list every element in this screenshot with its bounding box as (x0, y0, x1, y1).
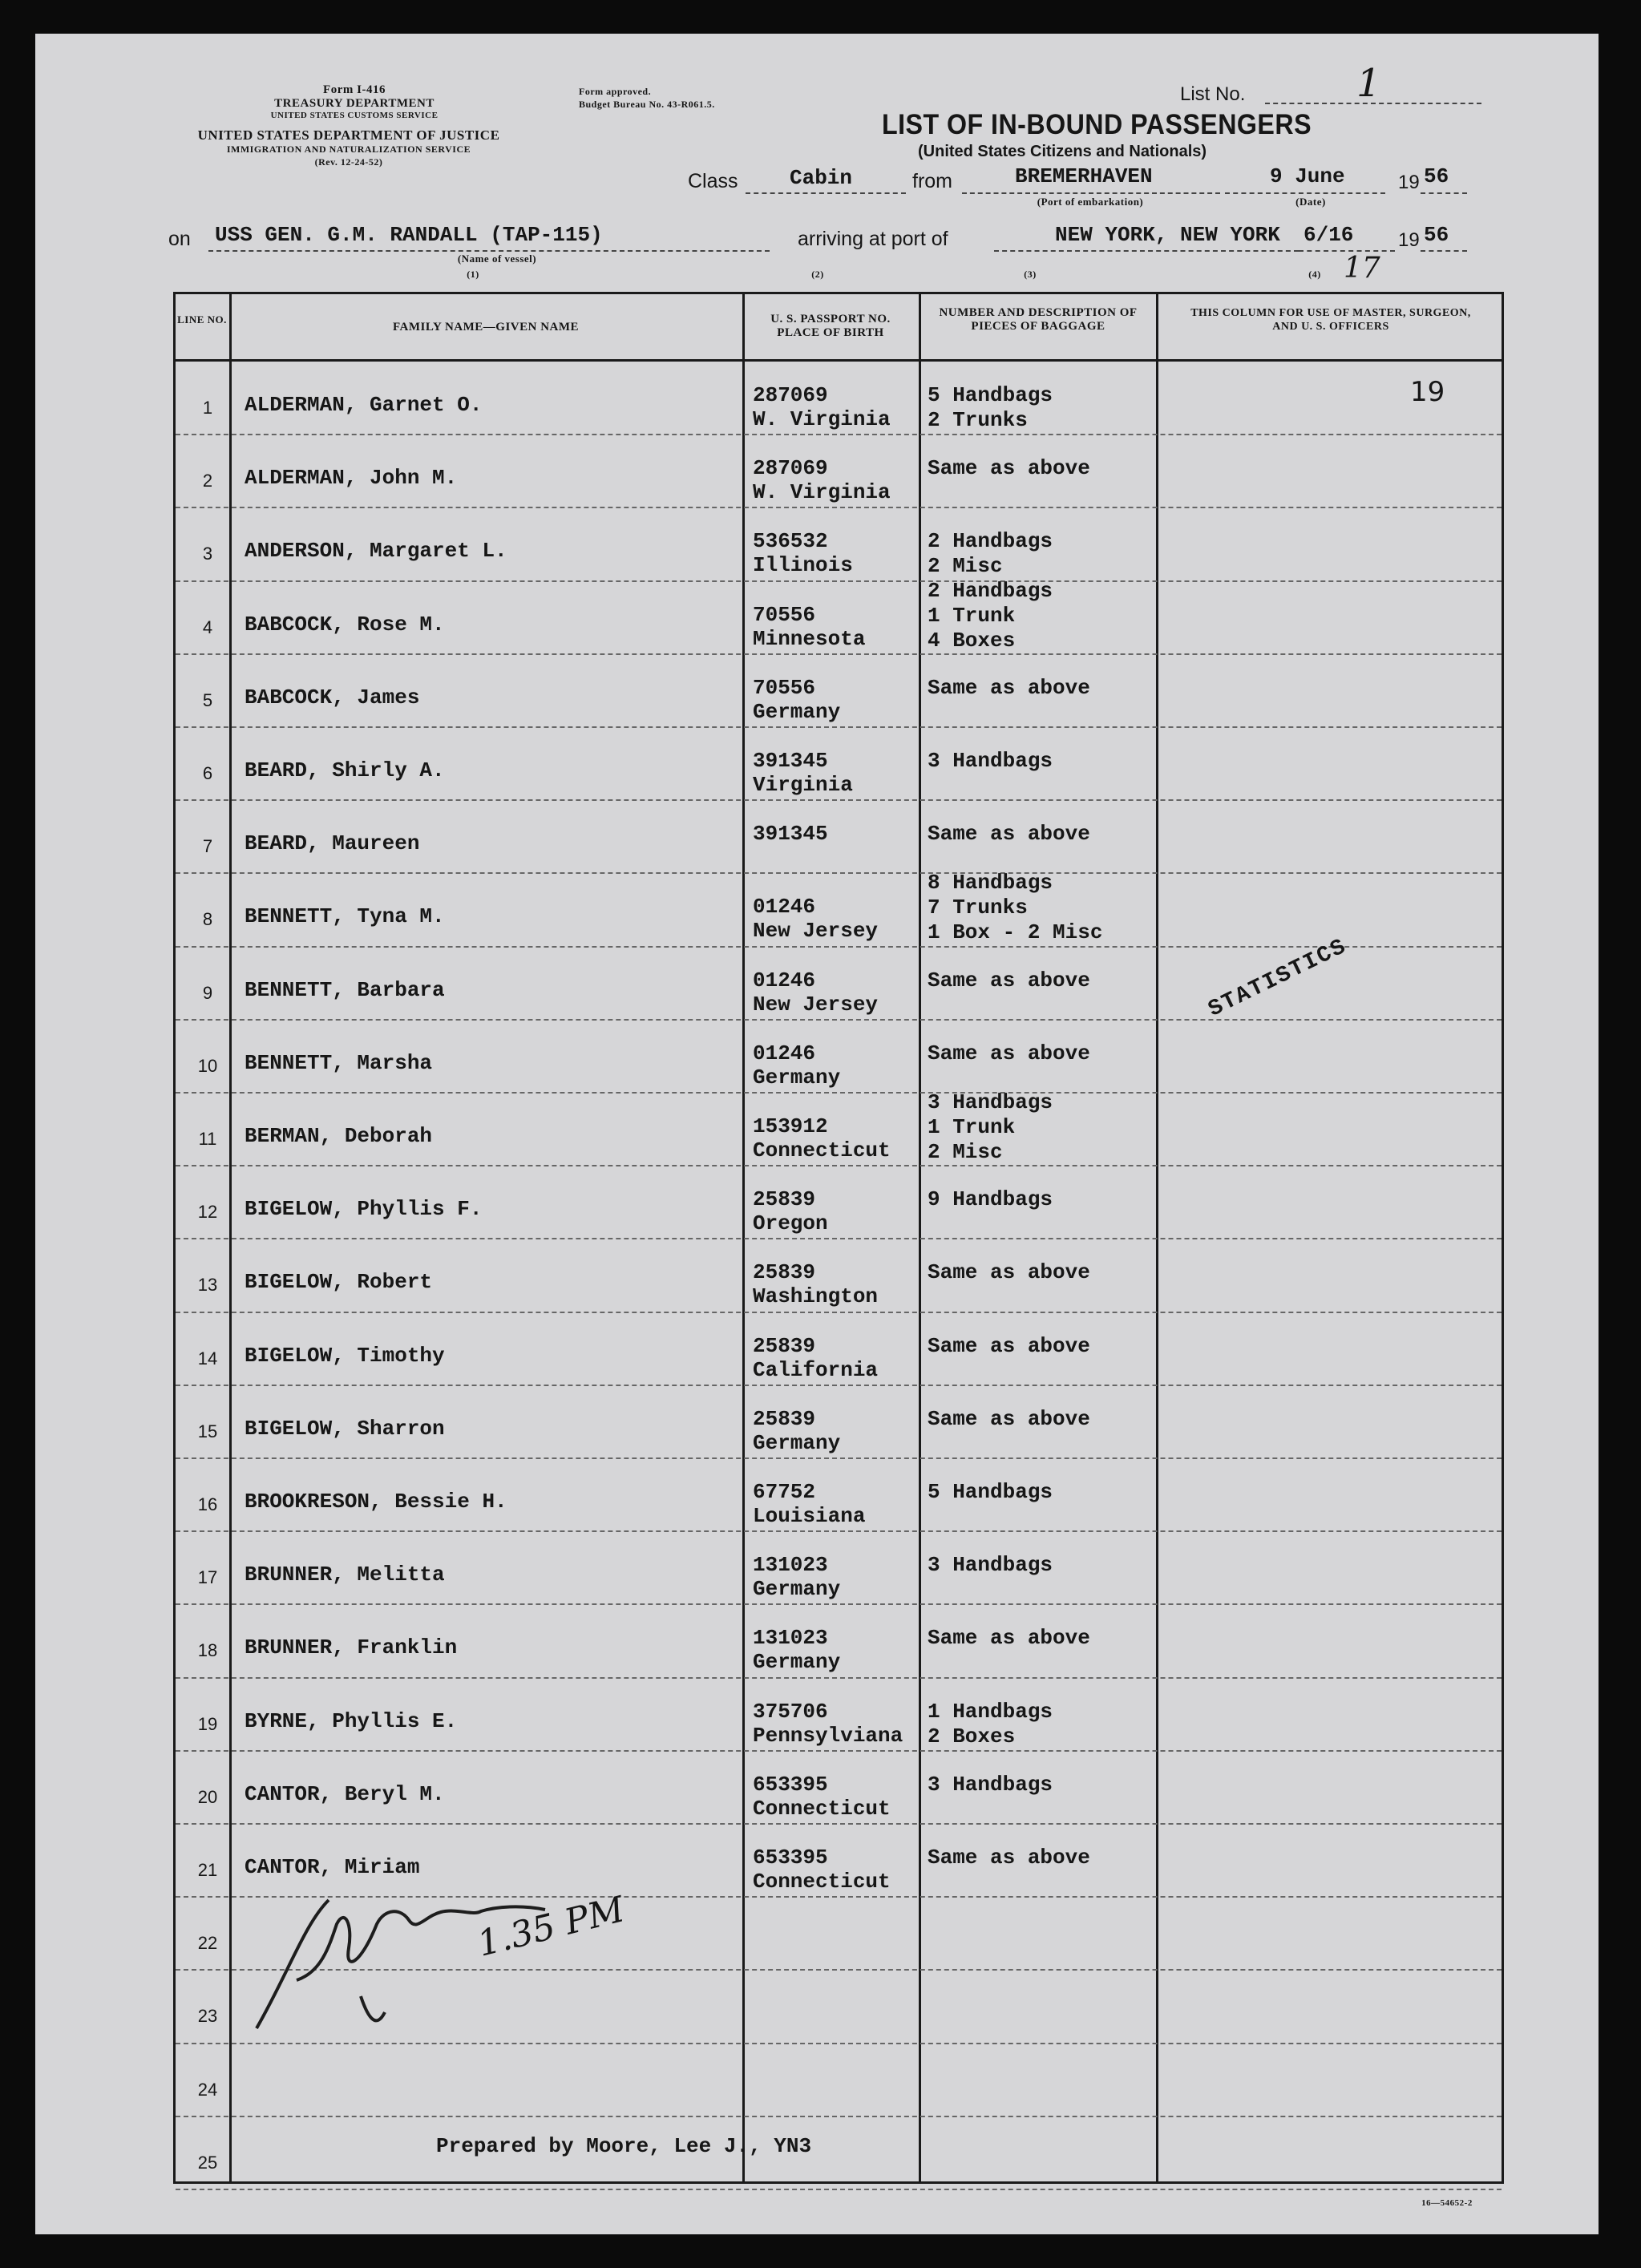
year-line (1421, 192, 1467, 194)
baggage-description: Same as above (928, 1406, 1090, 1431)
table-row (176, 1166, 1502, 1239)
passport-number: 153912 (753, 1114, 828, 1138)
place-of-birth: Germany (753, 699, 841, 724)
column-number-3: (3) (1024, 269, 1037, 280)
passenger-name: BENNETT, Barbara (245, 977, 445, 1002)
line-number: 1 (202, 398, 213, 418)
page-subtitle: (United States Citizens and Nationals) (918, 143, 1207, 160)
column-number-2: (2) (811, 269, 824, 280)
passenger-name: BEARD, Maureen (245, 831, 420, 856)
passenger-name: ALDERMAN, Garnet O. (245, 393, 483, 417)
line-number: 22 (197, 1933, 218, 1954)
passenger-name: BENNETT, Tyna M. (245, 904, 445, 929)
passport-number: 391345 (753, 749, 828, 773)
header-rule (173, 359, 1504, 362)
line-number: 20 (197, 1786, 218, 1807)
immigration-service: IMMIGRATION AND NATURALIZATION SERVICE (226, 144, 471, 155)
place-of-birth: Connecticut (753, 1870, 891, 1894)
year-prefix: 19 (1398, 172, 1420, 193)
table-row (176, 1752, 1502, 1825)
arrival-year-prefix: 19 (1398, 229, 1420, 251)
passport-number: 131023 (753, 1626, 828, 1651)
header-passport: U. S. PASSPORT NO. PLACE OF BIRTH (770, 313, 891, 339)
line-number: 9 (202, 982, 213, 1003)
passport-number: 536532 (753, 529, 828, 554)
place-of-birth: Germany (753, 1430, 841, 1455)
line-number: 4 (202, 617, 213, 637)
baggage-description: 3 Handbags (928, 1553, 1053, 1578)
passport-number: 25839 (753, 1333, 816, 1358)
row-divider (176, 2189, 1502, 2190)
passport-number: 67752 (753, 1480, 816, 1504)
place-of-birth: Oregon (753, 1211, 828, 1236)
table-row (176, 2117, 1502, 2190)
passenger-name: CANTOR, Beryl M. (245, 1781, 445, 1806)
line-number: 21 (197, 1860, 218, 1880)
prepared-by: Prepared by Moore, Lee J., YN3 (436, 2134, 812, 2158)
statistics-stamp: STATISTICS (1204, 934, 1352, 1023)
arrival-year-line (1421, 250, 1467, 252)
baggage-description: 1 Handbags 2 Boxes (928, 1699, 1053, 1749)
table-row (176, 1679, 1502, 1752)
department-of-justice: UNITED STATES DEPARTMENT OF JUSTICE (197, 127, 500, 143)
passenger-name: BIGELOW, Timothy (245, 1343, 445, 1368)
baggage-description: Same as above (928, 1626, 1090, 1651)
passport-number: 70556 (753, 602, 816, 627)
line-number: 13 (197, 1275, 218, 1296)
table-row (176, 1605, 1502, 1678)
place-of-birth: W. Virginia (753, 480, 891, 505)
passenger-name: BROOKRESON, Bessie H. (245, 1490, 507, 1514)
baggage-description: Same as above (928, 968, 1090, 993)
line-number: 16 (197, 1494, 218, 1514)
baggage-description: 5 Handbags (928, 1480, 1053, 1504)
port-line (962, 192, 1220, 194)
list-no-label: List No. (1180, 83, 1246, 105)
line-number: 15 (197, 1421, 218, 1441)
line-number: 8 (202, 909, 213, 930)
date-line (1225, 192, 1385, 194)
passenger-name: BRUNNER, Melitta (245, 1563, 445, 1587)
line-number: 17 (197, 1567, 218, 1588)
baggage-description: 3 Handbags (928, 1772, 1053, 1797)
arrival-date: 6/16 (1304, 223, 1354, 247)
baggage-description: Same as above (928, 822, 1090, 847)
passenger-name: BABCOCK, Rose M. (245, 612, 445, 637)
passenger-name: BABCOCK, James (245, 685, 420, 710)
place-of-birth: Louisiana (753, 1504, 866, 1528)
passport-number: 01246 (753, 1041, 816, 1065)
place-of-birth: Germany (753, 1650, 841, 1675)
line-number: 14 (197, 1348, 218, 1368)
customs-service: UNITED STATES CUSTOMS SERVICE (270, 111, 439, 120)
passenger-name: BIGELOW, Phyllis F. (245, 1197, 483, 1222)
line-number: 6 (202, 763, 213, 783)
baggage-description: 9 Handbags (928, 1187, 1053, 1212)
passenger-name: BIGELOW, Sharron (245, 1416, 445, 1441)
officer-note: 19 (1410, 376, 1445, 408)
page-title: LIST OF IN-BOUND PASSENGERS (882, 109, 1312, 140)
line-number: 3 (202, 544, 213, 564)
passenger-name: BEARD, Shirly A. (245, 758, 445, 782)
embarkation-date: 9 June (1270, 164, 1345, 188)
baggage-description: Same as above (928, 675, 1090, 700)
passenger-name: ANDERSON, Margaret L. (245, 539, 507, 564)
line-number: 23 (197, 2006, 218, 2027)
baggage-description: 3 Handbags 1 Trunk 2 Misc (928, 1090, 1053, 1164)
baggage-description: Same as above (928, 456, 1090, 481)
arrival-port-line (994, 250, 1299, 252)
arrival-port: NEW YORK, NEW YORK (1055, 223, 1280, 247)
table-row (176, 1239, 1502, 1312)
table-row (176, 435, 1502, 508)
baggage-description: 8 Handbags 7 Trunks 1 Box - 2 Misc (928, 871, 1103, 945)
revision-date: (Rev. 12-24-52) (314, 156, 383, 168)
embarkation-year: 56 (1424, 164, 1449, 188)
line-number: 2 (202, 471, 213, 491)
baggage-description: 2 Handbags 1 Trunk 4 Boxes (928, 578, 1053, 653)
baggage-description: Same as above (928, 1260, 1090, 1285)
table-row (176, 508, 1502, 581)
passport-number: 375706 (753, 1699, 828, 1724)
passport-number: 01246 (753, 895, 816, 920)
passenger-name: CANTOR, Miriam (245, 1855, 420, 1879)
line-number: 25 (197, 2152, 218, 2173)
table-row (176, 655, 1502, 728)
form-number: Form I-416 (323, 83, 386, 96)
footer-code: 16—54652-2 (1421, 2198, 1473, 2208)
on-label: on (168, 228, 191, 250)
column-number-4: (4) (1308, 269, 1321, 280)
form-approved: Form approved. (579, 86, 652, 97)
table-row (176, 1313, 1502, 1386)
line-number: 10 (197, 1055, 218, 1076)
class-line (746, 192, 906, 194)
column-number-1: (1) (467, 269, 479, 280)
vessel-caption: (Name of vessel) (457, 253, 537, 265)
baggage-description: 3 Handbags (928, 749, 1053, 773)
vessel-name: USS GEN. G.M. RANDALL (TAP-115) (215, 223, 603, 247)
table-row (176, 871, 1502, 947)
passenger-name: BERMAN, Deborah (245, 1124, 433, 1148)
place-of-birth: Illinois (753, 553, 853, 578)
header-officers: THIS COLUMN FOR USE OF MASTER, SURGEON, AND U. S. OFFICERS (1190, 307, 1471, 333)
class-value: Cabin (790, 166, 853, 190)
table-row (176, 2044, 1502, 2117)
place-of-birth: Pennsylviana (753, 1723, 903, 1748)
passenger-name: BYRNE, Phyllis E. (245, 1708, 458, 1733)
passport-number: 131023 (753, 1553, 828, 1578)
passport-number: 653395 (753, 1846, 828, 1870)
place-of-birth: New Jersey (753, 919, 879, 944)
place-of-birth: W. Virginia (753, 407, 891, 431)
header-line-no: LINE NO. (177, 313, 227, 325)
table-row (176, 1532, 1502, 1605)
treasury-department: TREASURY DEPARTMENT (274, 97, 435, 110)
passport-number: 01246 (753, 968, 816, 993)
baggage-description: 2 Handbags 2 Misc (928, 529, 1053, 579)
table-row (176, 578, 1502, 655)
header-baggage: NUMBER AND DESCRIPTION OF PIECES OF BAGGAGE (939, 306, 1138, 333)
embarkation-port: BREMERHAVEN (1015, 164, 1153, 188)
line-number: 12 (197, 1202, 218, 1223)
passport-number: 287069 (753, 383, 828, 407)
date-caption: (Date) (1295, 196, 1326, 208)
place-of-birth: New Jersey (753, 992, 879, 1017)
line-number: 24 (197, 2079, 218, 2100)
passenger-name: ALDERMAN, John M. (245, 466, 458, 491)
baggage-description: Same as above (928, 1846, 1090, 1870)
line-number: 11 (198, 1129, 217, 1149)
passenger-name: BENNETT, Marsha (245, 1050, 433, 1075)
line-number: 19 (197, 1713, 218, 1734)
passport-number: 25839 (753, 1406, 816, 1431)
arrival-year: 56 (1424, 223, 1449, 247)
passport-number: 25839 (753, 1187, 816, 1212)
table-row (176, 1459, 1502, 1532)
passport-number: 391345 (753, 822, 828, 847)
passport-number: 287069 (753, 456, 828, 481)
budget-bureau-number: Budget Bureau No. 43-R061.5. (579, 99, 715, 110)
arriving-label: arriving at port of (798, 228, 948, 250)
baggage-description: Same as above (928, 1333, 1090, 1358)
passenger-name: BRUNNER, Franklin (245, 1635, 458, 1660)
passport-number: 25839 (753, 1260, 816, 1285)
table-row (176, 362, 1502, 435)
place-of-birth: Germany (753, 1577, 841, 1602)
place-of-birth: Minnesota (753, 626, 866, 651)
arrival-date-correction: 17 (1344, 252, 1380, 285)
table-row (176, 1386, 1502, 1459)
header-name: FAMILY NAME—GIVEN NAME (392, 321, 580, 334)
place-of-birth: Virginia (753, 773, 853, 797)
handwritten-time: 1.35 PM (473, 1889, 629, 1965)
port-caption: (Port of embarkation) (1037, 196, 1144, 208)
list-no-value: 1 (1356, 61, 1381, 106)
place-of-birth: Germany (753, 1065, 841, 1090)
passport-number: 653395 (753, 1772, 828, 1797)
baggage-description: 5 Handbags 2 Trunks (928, 383, 1053, 432)
line-number: 18 (197, 1640, 218, 1661)
line-number: 5 (202, 689, 213, 710)
table-row (176, 801, 1502, 874)
baggage-description: Same as above (928, 1041, 1090, 1065)
table-row (176, 1021, 1502, 1094)
table-row (176, 1090, 1502, 1166)
line-number: 7 (202, 836, 213, 857)
passport-number: 70556 (753, 675, 816, 700)
place-of-birth: Washington (753, 1284, 879, 1309)
place-of-birth: California (753, 1357, 879, 1382)
passenger-name: BIGELOW, Robert (245, 1270, 433, 1295)
table-row (176, 728, 1502, 801)
class-label: Class (688, 170, 738, 192)
place-of-birth: Connecticut (753, 1138, 891, 1162)
place-of-birth: Connecticut (753, 1796, 891, 1821)
from-label: from (912, 170, 952, 192)
